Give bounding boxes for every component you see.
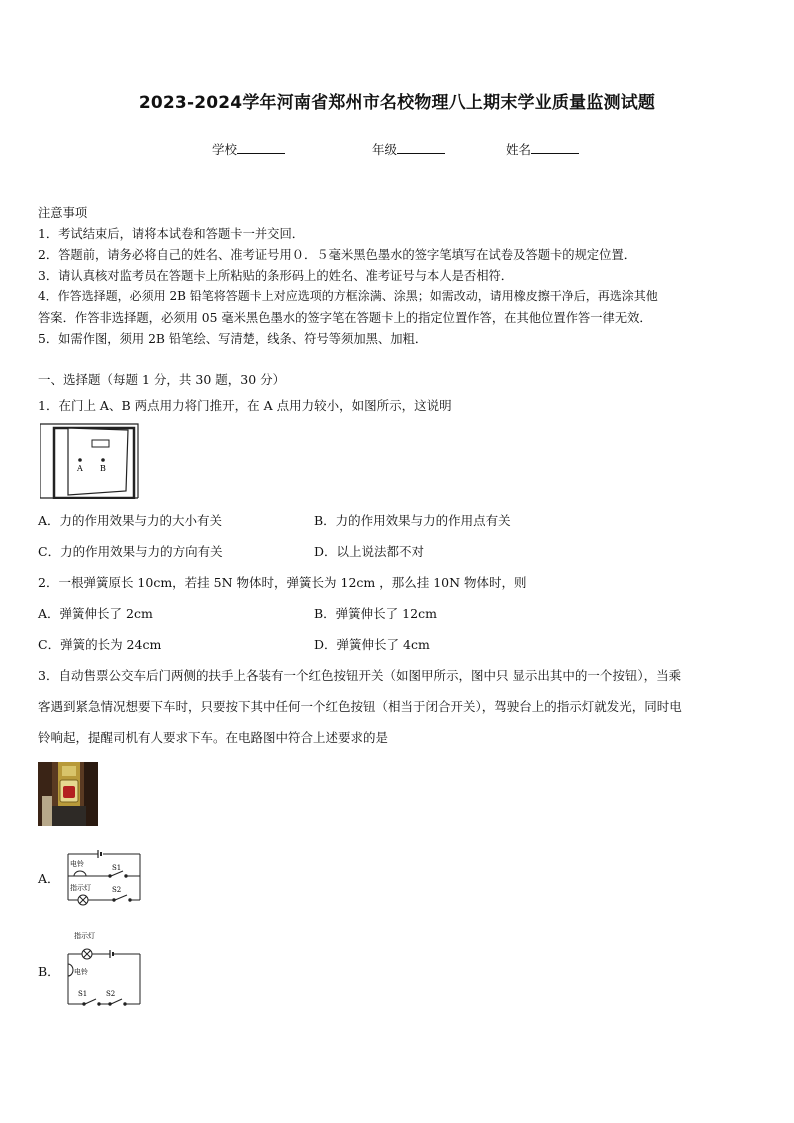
option-d[interactable]: D．弹簧伸长了 4cm: [314, 637, 430, 652]
grade-blank[interactable]: [397, 141, 445, 154]
lamp-label: 指示灯: [70, 884, 91, 892]
point-a-label: A: [77, 464, 83, 473]
s1-label: S1: [112, 864, 122, 872]
question-3-line: 3．自动售票公交车后门两侧的扶手上各装有一个红色按钮开关（如图甲所示，图中只 显示出其中的一个按钮），当乘: [38, 668, 682, 683]
notice-item: 3．请认真核对监考员在答题卡上所粘贴的条形码上的姓名、准考证号与本人是否相符．: [38, 269, 514, 283]
option-b[interactable]: B．力的作用效果与力的作用点有关: [314, 513, 511, 528]
page-title: 2023-2024学年河南省郑州市名校物理八上期末学业质量监测试题: [138, 93, 656, 113]
name-blank[interactable]: [531, 141, 579, 154]
question-3-line: 客遇到紧急情况想要下车时，只要按下其中任何一个红色按钮（相当于闭合开关），驾驶台上的指示灯就发光，同时电: [38, 699, 682, 714]
bus-button-photo: [38, 762, 98, 826]
notice-heading: 注意事项: [38, 206, 88, 220]
notice-item: 4．作答选择题，必须用 2B 铅笔将答题卡上对应选项的方框涂满、涂黑；如需改动，请用橡皮擦干净后，再选涂其他: [38, 289, 658, 303]
s2-label: S2: [106, 990, 116, 998]
point-b-dot: [101, 458, 105, 462]
school-label: 学校: [212, 142, 238, 157]
circuit-a: [64, 846, 144, 910]
notice-item: 1．考试结束后，请将本试卷和答题卡一并交回．: [38, 227, 305, 241]
grade-field[interactable]: [372, 140, 445, 158]
option-a[interactable]: A．: [38, 871, 60, 886]
option-c[interactable]: C．弹簧的长为 24cm: [38, 637, 162, 652]
question-1-stem: 1．在门上 A、B 两点用力将门推开，在 A 点用力较小，如图所示，这说明: [38, 398, 452, 413]
school-field[interactable]: [212, 140, 285, 158]
grade-label: 年级: [372, 142, 398, 157]
red-button: [63, 786, 75, 798]
s2-label: S2: [112, 886, 122, 894]
option-c[interactable]: C．力的作用效果与力的方向有关: [38, 544, 223, 559]
notice-item: 2．答题前，请务必将自己的姓名、准考证号用０．５毫米黑色墨水的签字笔填写在试卷及答题卡的规定位置．: [38, 248, 637, 262]
point-a-dot: [78, 458, 82, 462]
section-heading: 一、选择题（每题 1 分，共 30 题，30 分）: [38, 372, 286, 387]
option-b[interactable]: B．弹簧伸长了 12cm: [314, 606, 437, 621]
name-field[interactable]: [506, 140, 579, 158]
bell-label: 电铃: [70, 860, 84, 868]
point-b-label: B: [100, 464, 106, 473]
question-3-line: 铃响起，提醒司机有人要求下车。在电路图中符合上述要求的是: [38, 730, 389, 745]
option-a[interactable]: A．弹簧伸长了 2cm: [38, 606, 153, 621]
notice-item: 答案．作答非选择题，必须用 05 毫米黑色墨水的签字笔在答题卡上的指定位置作答，在其他位置作答一律无效．: [38, 311, 652, 325]
door-leaf: [68, 428, 128, 495]
option-a[interactable]: A．力的作用效果与力的大小有关: [38, 513, 223, 528]
s1-label: S1: [78, 990, 88, 998]
name-label: 姓名: [506, 142, 532, 157]
question-2-stem: 2．一根弹簧原长 10cm，若挂 5N 物体时，弹簧长为 12cm ，那么挂 10N 物体时，则: [38, 575, 527, 590]
circuit-b: [64, 928, 144, 1008]
option-b[interactable]: B．: [38, 964, 60, 979]
school-blank[interactable]: [237, 141, 285, 154]
option-d[interactable]: D．以上说法都不对: [314, 544, 425, 559]
bell-label: 电铃: [74, 968, 88, 976]
door-figure: [40, 423, 140, 499]
notice-item: 5．如需作图，须用 2B 铅笔绘、写清楚，线条、符号等须加黑、加粗．: [38, 332, 428, 346]
lamp-label: 指示灯: [74, 932, 95, 940]
